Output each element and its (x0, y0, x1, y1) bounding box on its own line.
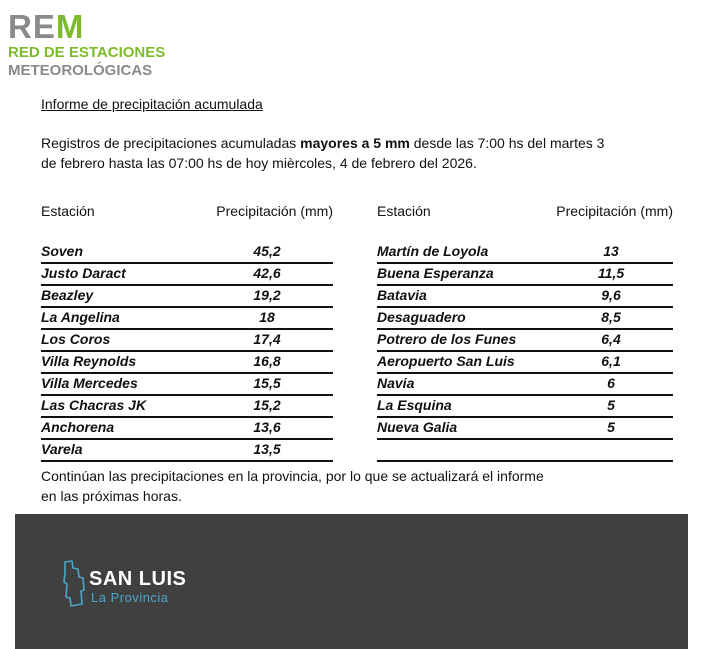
precip-value: 15,5 (253, 375, 281, 391)
report-heading: Informe de precipitación acumulada (41, 96, 263, 112)
precip-value: 13,6 (253, 419, 281, 435)
precip-value: 19,2 (253, 287, 281, 303)
station-name: Navia (377, 375, 415, 391)
station-table-right (377, 203, 673, 462)
table-rows (41, 242, 333, 462)
precip-value: 17,4 (253, 331, 281, 347)
table-row (41, 374, 333, 396)
intro-threshold: mayores a 5 mm (300, 135, 410, 151)
table-header (377, 203, 673, 223)
station-name: Los Coros (41, 331, 111, 347)
brand-title: SAN LUIS (89, 568, 187, 590)
station-name: Las Chacras JK (41, 397, 147, 413)
precip-value: 15,2 (253, 397, 281, 413)
precip-value: 6 (607, 375, 615, 391)
report-outro: Continúan las precipitaciones en la provincia, por lo que se actualizará el informe en las próximas horas. (41, 468, 544, 504)
table-row (377, 374, 673, 396)
table-row (41, 352, 333, 374)
table-row (41, 418, 333, 440)
station-name: Villa Mercedes (41, 375, 138, 391)
brand-subtitle: La Provincia (91, 590, 169, 605)
station-name: Varela (41, 441, 83, 457)
footer-banner (15, 514, 688, 649)
table-row (377, 264, 673, 286)
precip-value: 45,2 (253, 243, 281, 259)
table-row (377, 330, 673, 352)
table-row (377, 242, 673, 264)
station-table-left (41, 203, 333, 462)
precip-value: 11,5 (597, 265, 625, 281)
station-column-header: Estación (41, 203, 95, 219)
precip-value: 5 (607, 419, 615, 435)
precip-value: 13,5 (253, 441, 281, 457)
table-row (41, 242, 333, 264)
table-rows (377, 242, 673, 462)
table-row (41, 330, 333, 352)
station-name: Justo Daract (41, 265, 126, 281)
precip-value: 16,8 (253, 353, 281, 369)
table-row (377, 286, 673, 308)
station-name: Soven (41, 243, 84, 259)
table-row (41, 286, 333, 308)
precip-value: 18 (259, 309, 275, 325)
logo-line1: RED DE ESTACIONES (8, 44, 166, 61)
precip-value: 13 (603, 243, 619, 259)
precip-value: 9,6 (601, 287, 621, 303)
precip-value: 5 (607, 397, 615, 413)
san-luis-map-icon (62, 560, 86, 608)
station-name: Beazley (41, 287, 94, 303)
table-header (41, 203, 333, 223)
station-name: Potrero de los Funes (377, 331, 517, 347)
report-intro: Registros de precipitaciones acumuladas mayores a 5 mm desde las 7:00 hs del martes 3 de febrero hasta las 07:00 hs de hoy mièrcoles, 4 de febrero del 2026. (41, 135, 605, 171)
table-row (377, 418, 673, 440)
station-column-header: Estación (377, 203, 431, 219)
station-name: Desaguadero (377, 309, 466, 325)
station-name: Buena Esperanza (377, 265, 494, 281)
precip-value: 8,5 (601, 309, 621, 325)
table-row (41, 396, 333, 418)
station-name: Villa Reynolds (41, 353, 137, 369)
precip-value: 6,4 (601, 331, 621, 347)
logo-rem-text: REM (8, 8, 85, 45)
logo-line2: METEOROLÓGICAS (8, 62, 153, 79)
station-name: Nueva Galia (377, 419, 458, 435)
station-name: La Esquina (377, 397, 452, 413)
station-name: Anchorena (41, 419, 115, 435)
table-row-empty (377, 440, 673, 462)
table-row (41, 440, 333, 462)
table-row (377, 308, 673, 330)
table-row (377, 396, 673, 418)
precip-value: 6,1 (601, 353, 621, 369)
table-row (377, 352, 673, 374)
precip-value: 42,6 (253, 265, 281, 281)
station-name: Martín de Loyola (377, 243, 489, 259)
precip-column-header: Precipitación (mm) (556, 203, 673, 219)
station-name: Aeropuerto San Luis (377, 353, 515, 369)
precip-column-header: Precipitación (mm) (216, 203, 333, 219)
table-row (41, 308, 333, 330)
station-name: Batavia (377, 287, 427, 303)
station-name: La Angelina (41, 309, 120, 325)
table-row (41, 264, 333, 286)
rem-logo (8, 10, 165, 80)
